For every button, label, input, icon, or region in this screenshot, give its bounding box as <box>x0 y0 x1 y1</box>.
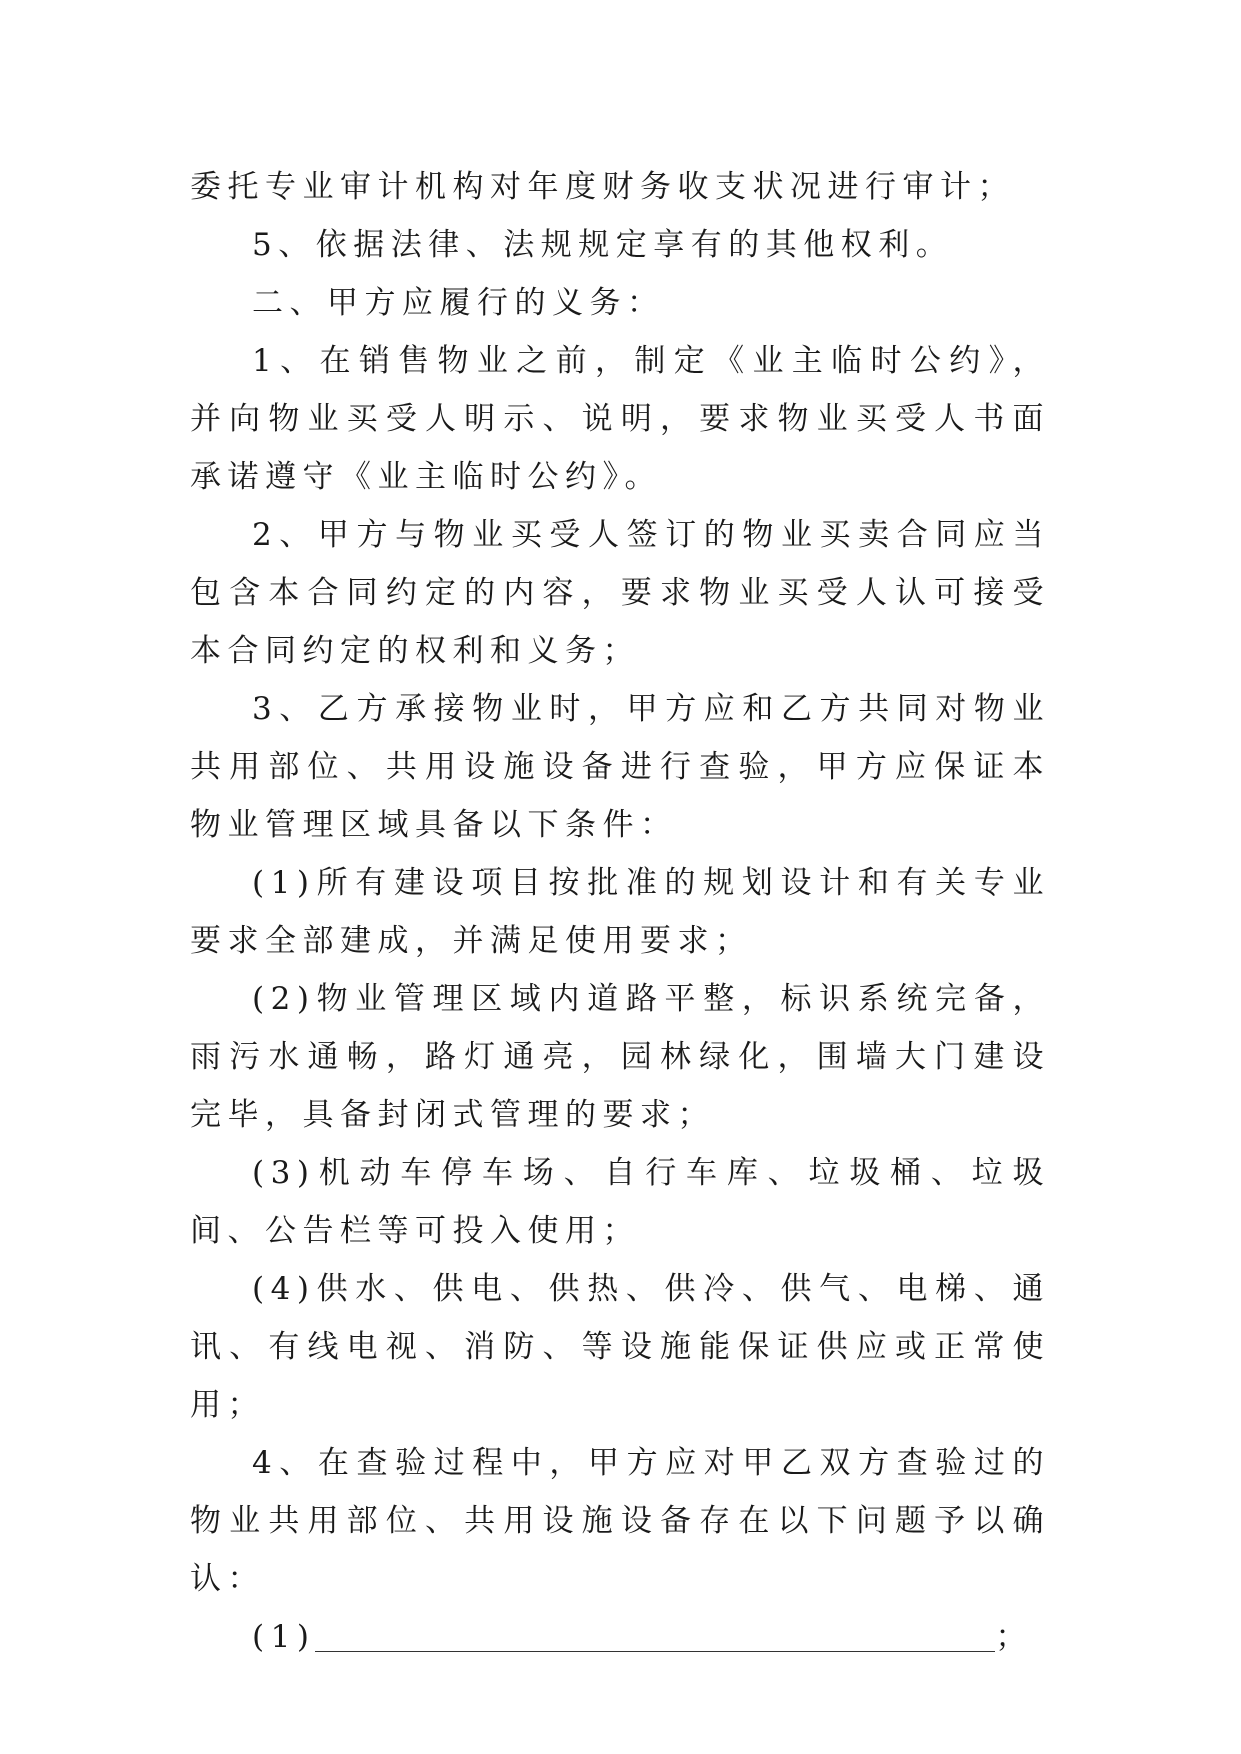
paragraph-7: (2)物业管理区域内道路平整，标识系统完备，雨污水通畅，路灯通亮，园林绿化，围墙大门建设完毕，具备封闭式管理的要求； <box>190 981 1050 1133</box>
paragraph-2: 二、甲方应履行的义务： <box>252 285 665 321</box>
document-body <box>190 158 1050 1666</box>
blank-item-prefix: (1) <box>252 1619 316 1655</box>
paragraph-3: 1、在销售物业之前，制定《业主临时公约》，并向物业买受人明示、说明，要求物业买受人书面承诺遵守《业主临时公约》。 <box>190 343 1050 495</box>
blank-item <box>190 1608 1050 1666</box>
paragraph-8: (3)机动车停车场、自行车库、垃圾桶、垃圾间、公告栏等可投入使用； <box>190 1155 1050 1249</box>
paragraph-1: 5、依据法律、法规规定享有的其他权利。 <box>252 227 954 263</box>
blank-item-suffix: ； <box>995 1619 1033 1655</box>
paragraph-9: (4)供水、供电、供热、供冷、供气、电梯、通讯、有线电视、消防、等设施能保证供应或正常使用； <box>190 1271 1050 1423</box>
paragraph-0: 委托专业审计机构对年度财务收支状况进行审计； <box>190 169 1015 205</box>
paragraph-4: 2、甲方与物业买受人签订的物业买卖合同应当包含本合同约定的内容，要求物业买受人认可接受本合同约定的权利和义务； <box>190 517 1050 669</box>
fill-in-blank <box>315 1617 995 1652</box>
paragraph-6: (1)所有建设项目按批准的规划设计和有关专业要求全部建成，并满足使用要求； <box>190 865 1050 959</box>
paragraph-5: 3、乙方承接物业时，甲方应和乙方共同对物业共用部位、共用设施设备进行查验，甲方应保证本物业管理区域具备以下条件： <box>190 691 1050 843</box>
paragraph-10: 4、在查验过程中，甲方应对甲乙双方查验过的物业共用部位、共用设施设备存在以下问题予以确认： <box>190 1445 1050 1597</box>
